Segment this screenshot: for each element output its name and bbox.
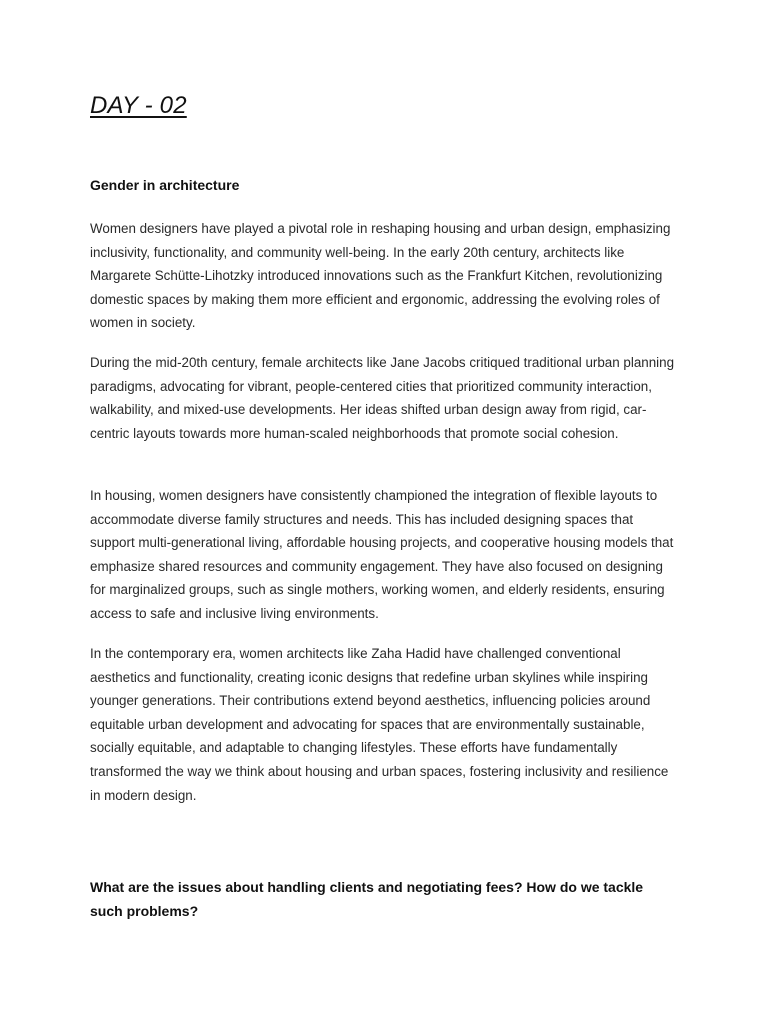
paragraph-2: During the mid-20th century, female architects like Jane Jacobs critiqued traditional urban planning paradigms, advocating for vibrant, people-centered cities that prioritized community interaction, walkability, and mixed-use developments. Her ideas shifted urban design away from rigid, car-centric layouts towards more human-scaled neighborhoods that promote social cohesion. bbox=[90, 355, 675, 441]
paragraph-4: In the contemporary era, women architects like Zaha Hadid have challenged conventional aesthetics and functionality, creating iconic designs that redefine urban skylines while inspiring younger generations. Their contributions extend beyond aesthetics, influencing policies around equitable urban development and advocating for spaces that are environmentally sustainable, socially equitable, and adaptable to changing lifestyles. These efforts have fundamentally transformed the way we think about housing and urban spaces, fostering inclusivity and resilience in modern design. bbox=[90, 646, 669, 803]
day-title: DAY - 02 bbox=[90, 92, 187, 119]
paragraph-1: Women designers have played a pivotal role in reshaping housing and urban design, emphasizing inclusivity, functionality, and community well-being. In the early 20th century, architects like Margarete Schütte-Lihotzky introduced innovations such as the Frankfurt Kitchen, revolutionizing domestic spaces by making them more efficient and ergonomic, addressing the evolving roles of women in society. bbox=[90, 221, 671, 331]
section-heading: Gender in architecture bbox=[90, 177, 240, 193]
question-heading: What are the issues about handling clients and negotiating fees? How do we tackle such problems? bbox=[90, 879, 644, 919]
paragraph-3: In housing, women designers have consistently championed the integration of flexible layouts to accommodate diverse family structures and needs. This has included designing spaces that support multi-generational living, affordable housing projects, and cooperative housing models that emphasize shared resources and community engagement. They have also focused on designing for marginalized groups, such as single mothers, working women, and elderly residents, ensuring access to safe and inclusive living environments. bbox=[90, 488, 674, 621]
